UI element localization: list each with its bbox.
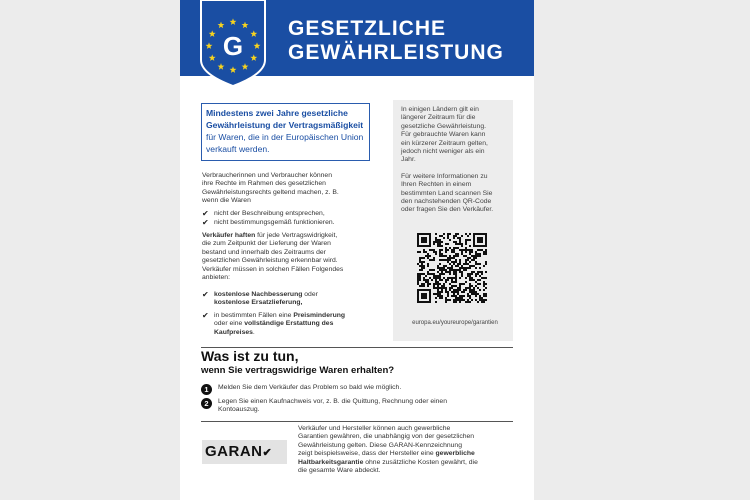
remedy-item: ✔ kostenlose Nachbesserung oder kostenlose Ersatzlieferung, [202,290,318,307]
check-icon: ✔ [202,290,209,299]
sidebar-line: Für gebrauchte Waren kann [401,131,486,139]
liability-line: Verkäufer haften für jede Vertragswidrigkeit, [202,232,338,239]
garan-line: Garantien gewähren, die unabhängig von der gesetzlichen [298,433,475,441]
liability-line: die zum Zeitpunkt der Lieferung der Waren [202,240,331,248]
highlight-rest: für Waren, die in der Europäischen Union verkauft werden. [206,132,364,154]
step-number-icon: 1 [201,384,212,395]
step-item [201,398,447,415]
garan-line: zeigt beispielsweise, dass der Hersteller eine gewerbliche [298,450,475,458]
warranty-poster [180,0,534,500]
info-sidebar [393,100,513,341]
eu-guarantee-shield-logo [199,0,267,88]
sidebar-line: Für weitere Informationen zu [401,172,488,180]
check-icon: ✔ [202,209,209,218]
step-text: Melden Sie dem Verkäufer das Problem so bald wie möglich. [218,384,402,391]
highlight-box [201,103,370,161]
intro-line: wenn die Waren [202,197,251,205]
intro-line: Gewährleistungsrechts geltend machen, z. B. [202,188,339,196]
liability-line: gesetzlichen Gewährleistung erkennbar wird. [202,257,338,265]
sidebar-line: Jahr. [401,156,416,164]
condition-item [202,219,335,227]
check-icon: ✔ [202,311,209,320]
sidebar-line: Ihren Rechten in einem [401,181,472,189]
condition-text: nicht der Beschreibung entsprechen, [214,210,325,217]
sidebar-line: bestimmten Land scannen Sie [401,189,493,197]
highlight-bold: Mindestens zwei Jahre gesetzliche Gewährleistung der Vertragsmäßigkeit [206,108,364,130]
divider [201,421,513,422]
garan-line: die gesamte Ware abdeckt. [298,467,381,475]
step-number-icon: 2 [201,398,212,409]
garan-line: Haltbarkeitsgarantie ohne zusätzliche Kosten gewährt, die [298,458,478,466]
sidebar-line: ein kürzerer Zeitraum gelten, [401,139,488,147]
liability-line: bestand und innerhalb des Zeitraums der [202,248,326,256]
intro-line: ihre Rechte im Rahmen des gesetzlichen [202,180,326,188]
sidebar-line: oder fragen Sie den Verkäufer. [401,206,494,214]
header-banner [180,0,534,76]
qr-url-link[interactable]: europa.eu/youreurope/garantien [412,320,498,326]
title-line1: GESETZLICHE [288,17,447,40]
page-title [288,17,504,65]
garan-logo-text: GARAN [205,443,263,460]
garan-line: Gewährleistung gelten. Diese GARAN-Kennzeichnung [298,441,462,449]
liability-line: Verkäufer müssen in solchen Fällen Folgendes [202,265,344,273]
sidebar-line: gesetzliche Gewährleistung. [401,122,487,130]
condition-text: nicht bestimmungsgemäß funktionieren. [214,219,335,226]
garan-paragraph [298,425,513,475]
shield-letter: G [222,31,244,61]
step-item [201,384,401,395]
sidebar-line: In einigen Ländern gilt ein [401,106,479,113]
qr-code[interactable] [417,233,487,303]
intro-line: Verbraucherinnen und Verbraucher können [202,172,332,179]
condition-item [202,210,325,218]
step-text: Legen Sie einen Kaufnachweis vor, z. B. die Quittung, Rechnung oder einen Kontoauszug. [218,398,447,414]
sidebar-line: den nachstehenden QR-Code [401,198,492,206]
liability-paragraph [202,232,343,282]
intro-paragraph [202,172,339,206]
sidebar-line: längerer Zeitraum für die [401,114,476,122]
sidebar-line: jedoch nicht weniger als ein [401,148,485,156]
check-icon: ✔ [202,218,209,227]
garan-line: Verkäufer und Hersteller können auch gewerbliche [298,425,451,432]
title-line2: GEWÄHRLEISTUNG [288,41,504,64]
remedy-item: ✔ in bestimmten Fällen eine Preisminderung oder eine vollständige Erstattung des Kaufpreises. [202,311,346,336]
garan-check-icon: ✔ [262,447,273,459]
liability-line: anbieten: [202,274,230,282]
what-to-do-title: Was ist zu tun, [201,348,299,364]
garan-logo [202,440,287,464]
what-to-do-subtitle: wenn Sie vertragswidrige Waren erhalten? [201,365,395,376]
